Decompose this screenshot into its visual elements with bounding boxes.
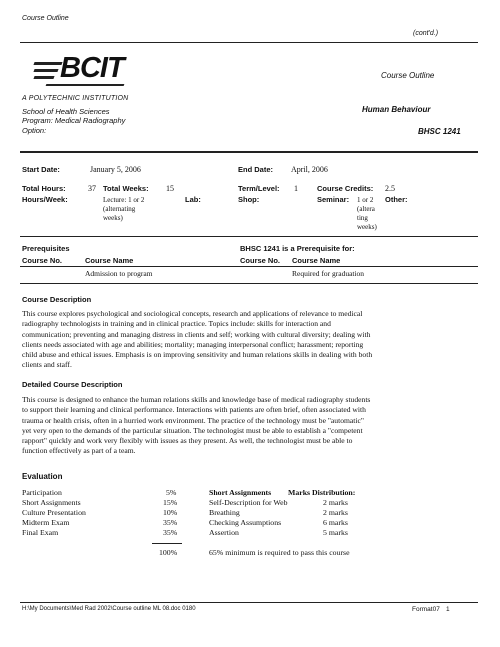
start-date-label: Start Date: <box>22 165 60 174</box>
total-hours-label: Total Hours: <box>22 184 66 193</box>
seminar-label: Seminar: <box>317 195 350 204</box>
description-line: radiography technologists in training and in clinical practice. Topics include: skills for interaction and <box>22 319 331 329</box>
shop-label: Shop: <box>238 195 260 204</box>
seminar-line-2: (altera <box>357 205 375 213</box>
evaluation-item-value: 15% <box>163 498 178 507</box>
continued-note: (cont'd.) <box>413 30 439 37</box>
footer-page-number: 1 <box>446 606 450 613</box>
program-name: Program: Medical Radiography <box>22 116 126 125</box>
detailed-line: rapport" quickly and work very flexibly with issues as they present. As well, the technologist must be able to <box>22 436 353 446</box>
header-rule <box>20 42 478 43</box>
institution-label: A POLYTECHNIC INSTITUTION <box>22 95 129 102</box>
total-hours-value: 37 <box>88 184 96 193</box>
end-date-label: End Date: <box>238 165 274 174</box>
seminar-line-1: 1 or 2 <box>357 196 374 204</box>
course-credits-label: Course Credits: <box>317 184 374 193</box>
detailed-line: yet very open to the demands of the particular situation. The technologist must be able to establish a "competent <box>22 425 363 435</box>
description-line: communication; preventing and managing distress in clients and self; working with cultural diversity; dealing with <box>22 329 371 339</box>
prerequisite-for-value: Required for graduation <box>292 269 365 278</box>
school-name: School of Health Sciences <box>22 107 110 116</box>
short-item-name: Assertion <box>209 528 239 537</box>
detailed-description-heading: Detailed Course Description <box>22 380 123 389</box>
course-credits-value: 2.5 <box>385 184 395 193</box>
other-label: Other: <box>385 195 408 204</box>
description-line: clients needs associated with age and abilities; mortality; managing interpersonal conflict; harassment; reporting <box>22 339 364 349</box>
prerequisite-for-heading: BHSC 1241 is a Prerequisite for: <box>240 244 355 253</box>
evaluation-item-name: Culture Presentation <box>22 508 86 517</box>
right-course-no-label: Course No. <box>240 256 281 265</box>
evaluation-item-name: Midterm Exam <box>22 518 70 527</box>
detailed-line: trauma or health crisis, often in a hurried work environment. The practice of the technology must be "automatic" <box>22 415 364 425</box>
option-label: Option: <box>22 126 47 135</box>
short-item-marks: 5 marks <box>323 528 348 537</box>
title-rule <box>20 151 478 153</box>
course-description-text <box>22 309 477 371</box>
detailed-description-text <box>22 395 477 457</box>
total-weeks-label: Total Weeks: <box>103 184 149 193</box>
evaluation-item-value: 35% <box>163 518 178 527</box>
short-item-name: Checking Assumptions <box>209 518 282 527</box>
logo-wordmark: BCIT <box>60 52 124 84</box>
running-header-title: Course Outline <box>22 15 69 22</box>
detailed-line: function effectively as part of a team. <box>22 446 136 456</box>
course-no-label: Course No. <box>22 256 63 265</box>
lab-label: Lab: <box>185 195 201 204</box>
lecture-line-2: (alternating <box>103 205 136 213</box>
detailed-line: to support their learning and clinical performance. Interactions with patients are often brief, often associated with <box>22 405 366 415</box>
short-item-marks: 2 marks <box>323 498 348 507</box>
evaluation-item-name: Participation <box>22 488 62 497</box>
lecture-line-1: Lecture: 1 or 2 <box>103 196 145 204</box>
details-rule <box>20 236 478 237</box>
footer-rule <box>20 602 478 603</box>
evaluation-heading: Evaluation <box>22 472 63 481</box>
lecture-line-3: weeks) <box>103 214 123 222</box>
footer-format: Format07 <box>412 606 440 613</box>
total-weeks-value: 15 <box>166 184 174 193</box>
evaluation-total: 100% <box>159 548 178 557</box>
end-date-value: April, 2006 <box>291 165 328 174</box>
description-line: This course explores psychological and sociological concepts, research and applications of relevance to medical <box>22 309 363 318</box>
prereq-bottom-rule <box>20 283 478 284</box>
marks-distribution-heading: Marks Distribution: <box>288 488 356 497</box>
pass-requirement-note: 65% minimum is required to pass this course <box>209 548 350 557</box>
term-level-value: 1 <box>294 184 298 193</box>
short-assignments-heading: Short Assignments <box>209 488 272 497</box>
evaluation-item-name: Short Assignments <box>22 498 81 507</box>
hours-week-label: Hours/Week: <box>22 195 68 204</box>
footer-file-path: H:\My Documents\Med Rad 2002\Course outline ML 08.doc 0180 <box>22 606 196 612</box>
short-item-marks: 6 marks <box>323 518 348 527</box>
short-item-marks: 2 marks <box>323 508 348 517</box>
course-description-heading: Course Description <box>22 295 92 304</box>
description-line: clients and staff. <box>22 360 72 370</box>
start-date-value: January 5, 2006 <box>90 165 141 174</box>
course-name-label: Course Name <box>85 256 134 265</box>
evaluation-item-name: Final Exam <box>22 528 59 537</box>
short-item-name: Self-Description for Web <box>209 498 288 507</box>
course-title: Human Behaviour <box>362 105 431 114</box>
course-outline-label: Course Outline <box>381 71 435 80</box>
seminar-line-4: weeks) <box>357 223 377 231</box>
evaluation-item-value: 5% <box>166 488 177 497</box>
prerequisites-heading: Prerequisites <box>22 244 70 253</box>
total-rule <box>152 543 182 544</box>
description-line: child abuse and ethical issues. Emphasis is on improving sensitivity and human relations skills in dealing with both <box>22 350 373 360</box>
right-course-name-label: Course Name <box>292 256 341 265</box>
evaluation-item-value: 35% <box>163 528 178 537</box>
term-level-label: Term/Level: <box>238 184 280 193</box>
short-item-name: Breathing <box>209 508 240 517</box>
course-code: BHSC 1241 <box>418 127 461 136</box>
seminar-line-3: ting <box>357 214 368 222</box>
prereq-rule <box>20 266 478 267</box>
evaluation-item-value: 10% <box>163 508 178 517</box>
prerequisite-value: Admission to program <box>85 269 153 278</box>
detailed-line: This course is designed to enhance the human relations skills and knowledge base of medical radiography students <box>22 395 371 404</box>
